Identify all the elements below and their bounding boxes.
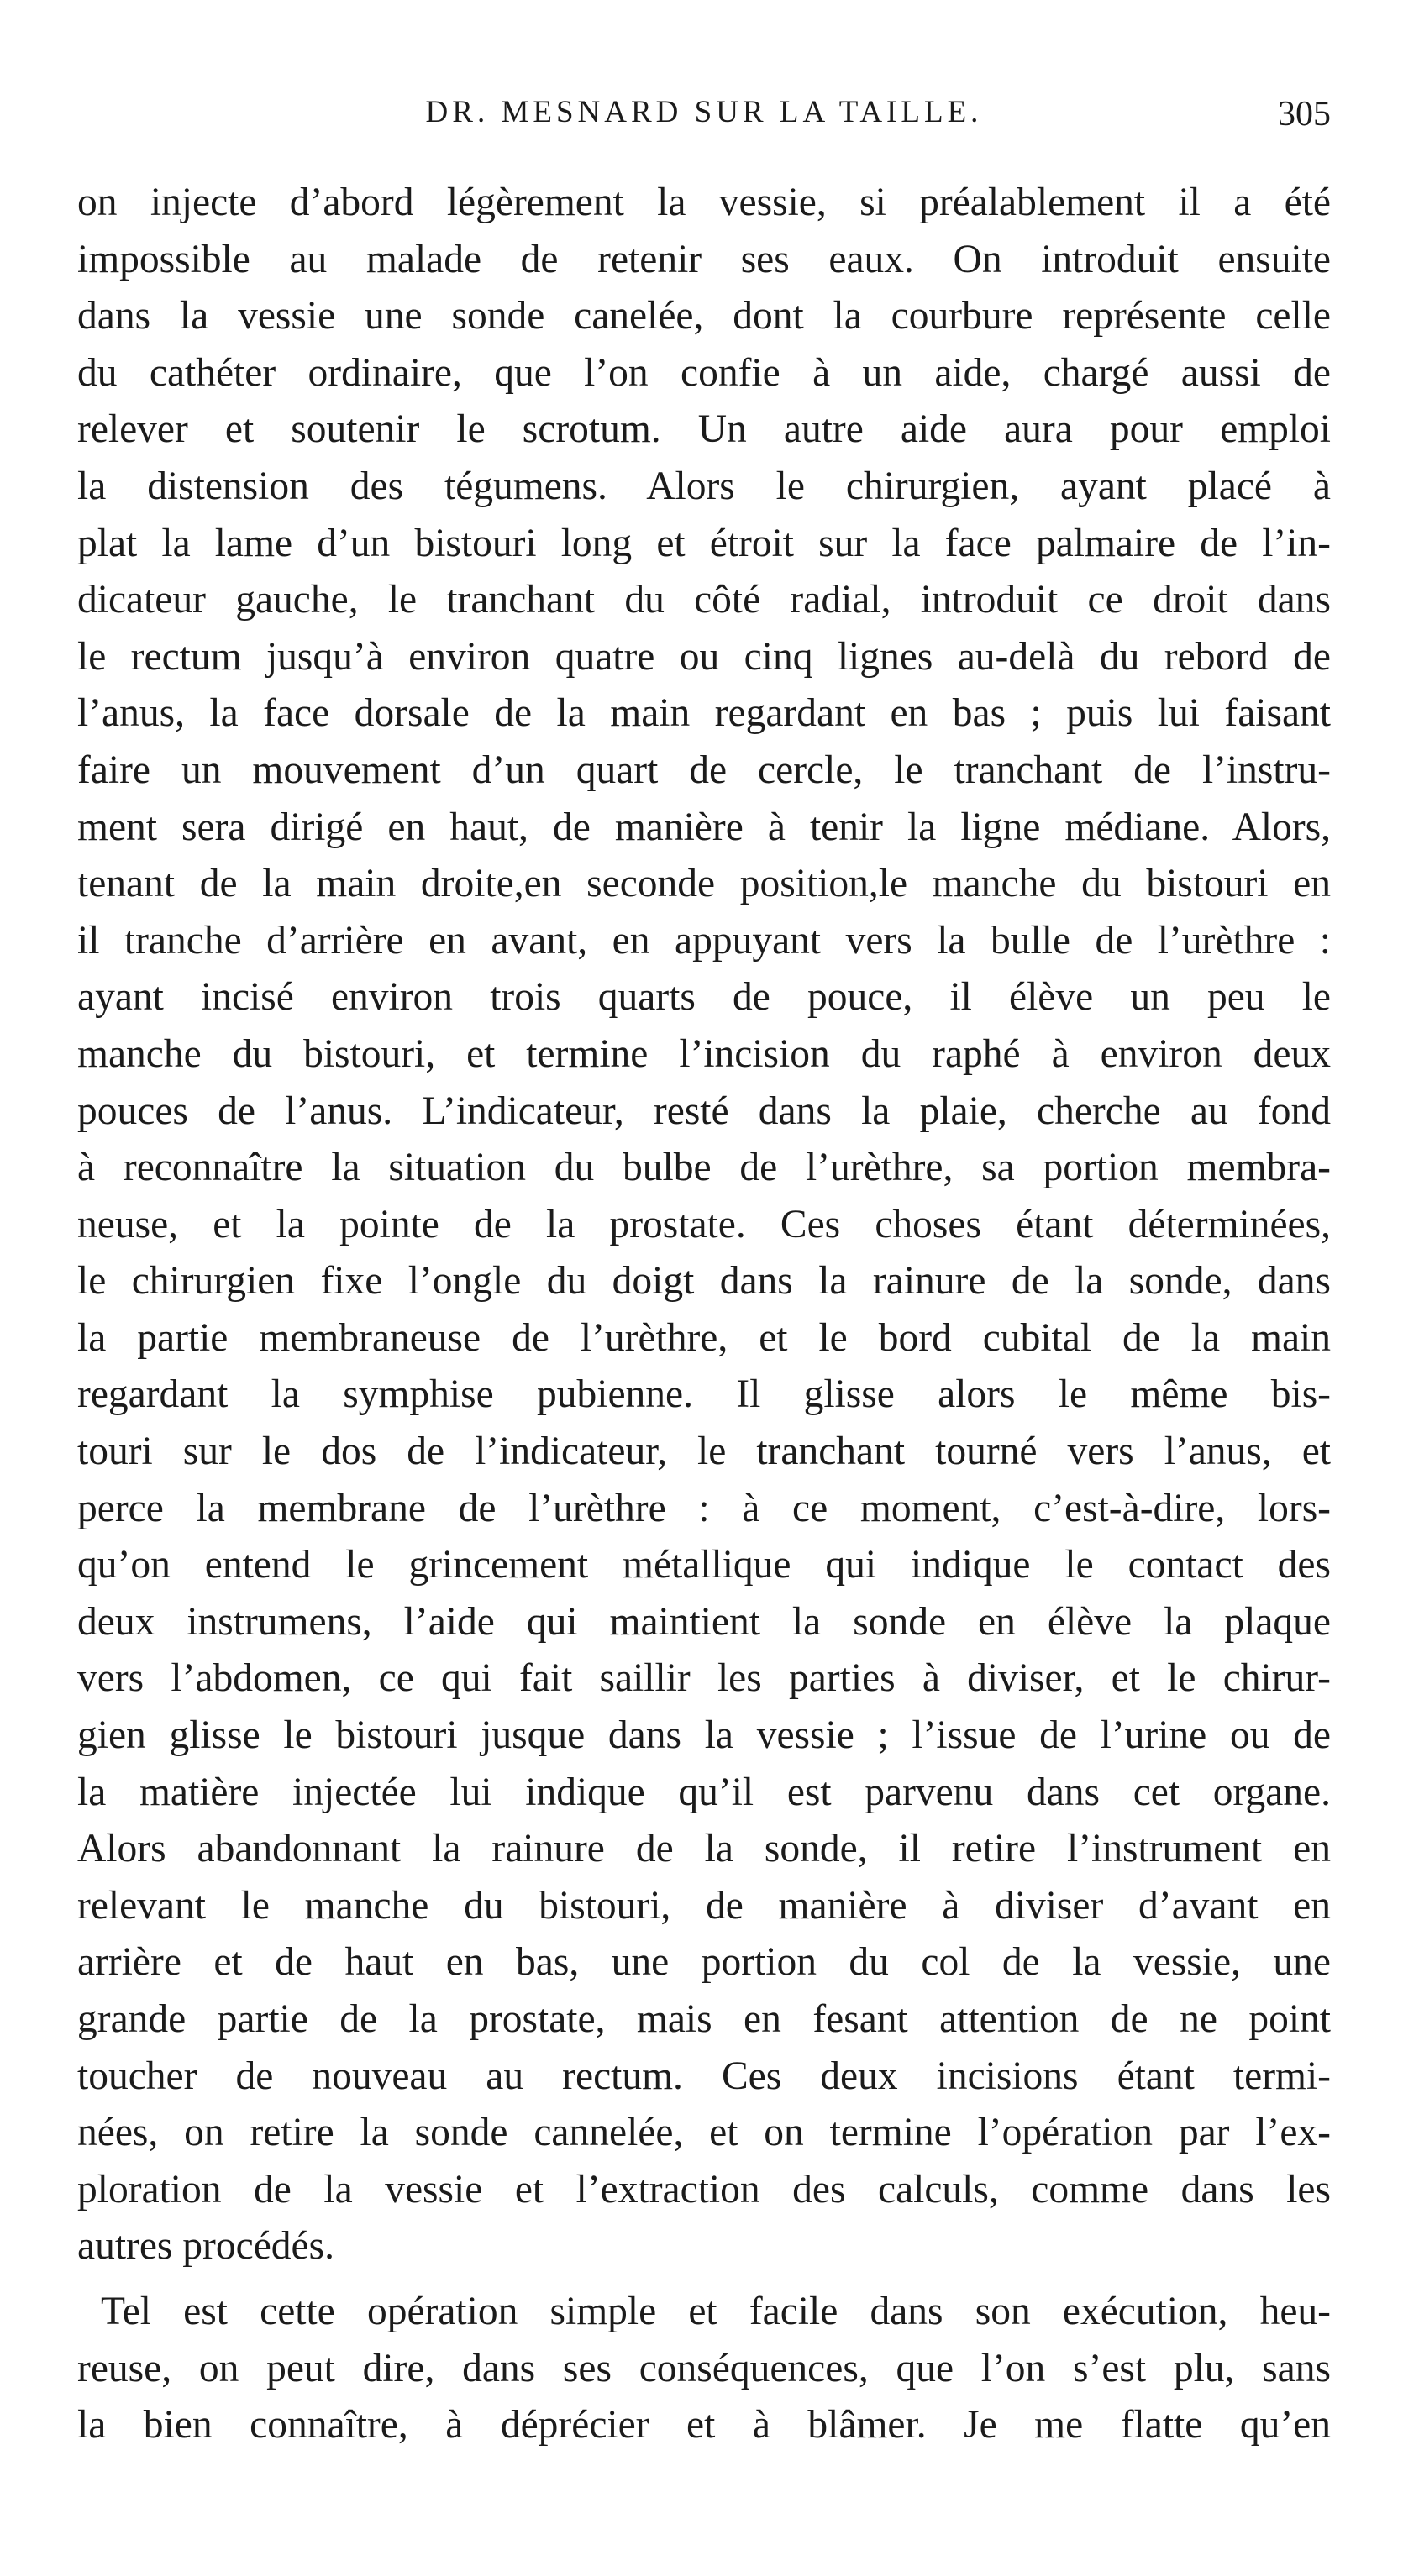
text-line: manche du bistouri, et termine l’incision du raphé à environ deux (77, 1031, 1331, 1076)
paragraph (77, 2284, 1331, 2454)
text-line: à reconnaître la situation du bulbe de l’urèthre, sa portion membra- (77, 1146, 1331, 1190)
text-line: dans la vessie une sonde canelée, dont la courbure représente celle (77, 294, 1331, 338)
text-line: neuse, et la pointe de la prostate. Ces choses étant déterminées, (77, 1202, 1331, 1246)
text-line: dicateur gauche, le tranchant du côté radial, introduit ce droit dans (77, 578, 1331, 622)
text-line: on injecte d’abord légèrement la vessie, si préalablement il a été (77, 181, 1331, 224)
page-number: 305 (1278, 95, 1331, 134)
text-line: regardant la symphise pubienne. Il glisse alors le même bis- (77, 1372, 1331, 1417)
text-line: deux instrumens, l’aide qui maintient la sonde en élève la plaque (77, 1599, 1331, 1644)
text-line: relevant le manche du bistouri, de manière à diviser d’avant en (77, 1883, 1331, 1928)
page-header (77, 94, 1331, 153)
text-line: tenant de la main droite,en seconde position,le manche du bistouri en (77, 862, 1331, 906)
text-line: Alors abandonnant la rainure de la sonde, il retire l’instrument en (77, 1827, 1331, 1871)
text-line: ment sera dirigé en haut, de manière à tenir la ligne médiane. Alors, (77, 805, 1331, 849)
text-line: arrière et de haut en bas, une portion du col de la vessie, une (77, 1940, 1331, 1985)
text-line: touri sur le dos de l’indicateur, le tranchant tourné vers l’anus, et (77, 1430, 1331, 1474)
text-line: il tranche d’arrière en avant, en appuyant vers la bulle de l’urèthre : (77, 918, 1331, 963)
text-line: gien glisse le bistouri jusque dans la vessie ; l’issue de l’urine ou de (77, 1713, 1331, 1758)
text-line: impossible au malade de retenir ses eaux. On introduit ensuite (77, 237, 1331, 281)
text-line: ayant incisé environ trois quarts de pouce, il élève un peu le (77, 975, 1331, 1020)
text-line: la matière injectée lui indique qu’il est parvenu dans cet organe. (77, 1770, 1331, 1814)
text-line: ploration de la vessie et l’extraction des calculs, comme dans les (77, 2167, 1331, 2211)
text-line: qu’on entend le grincement métallique qui indique le contact des (77, 1543, 1331, 1587)
text-line: autres procédés. (77, 2224, 334, 2269)
text-line: la partie membraneuse de l’urèthre, et le bord cubital de la main (77, 1315, 1331, 1360)
text-line: Tel est cette opération simple et facile dans son exécution, heu- (101, 2289, 1331, 2333)
text-line: du cathéter ordinaire, que l’on confie à un aide, chargé aussi de (77, 350, 1331, 395)
running-head: DR. MESNARD SUR LA TAILLE. (425, 95, 983, 129)
text-line: faire un mouvement d’un quart de cercle, le tranchant de l’instru- (77, 748, 1331, 792)
text-line: la distension des tégumens. Alors le chirurgien, ayant placé à (77, 464, 1331, 508)
text-line: plat la lame d’un bistouri long et étroit sur la face palmaire de l’in- (77, 521, 1331, 565)
paragraph (77, 175, 1331, 2275)
text-line: nées, on retire la sonde cannelée, et on termine l’opération par l’ex- (77, 2111, 1331, 2155)
text-line: reuse, on peut dire, dans ses conséquences, que l’on s’est plu, sans (77, 2346, 1331, 2390)
text-line: l’anus, la face dorsale de la main regardant en bas ; puis lui faisant (77, 691, 1331, 736)
body-text (77, 175, 1331, 2454)
text-line: perce la membrane de l’urèthre : à ce moment, c’est-à-dire, lors- (77, 1486, 1331, 1530)
text-line: le chirurgien fixe l’ongle du doigt dans la rainure de la sonde, dans (77, 1259, 1331, 1304)
text-line: toucher de nouveau au rectum. Ces deux incisions étant termi- (77, 2054, 1331, 2098)
text-line: vers l’abdomen, ce qui fait saillir les parties à diviser, et le chirur- (77, 1656, 1331, 1701)
text-line: pouces de l’anus. L’indicateur, resté dans la plaie, cherche au fond (77, 1089, 1331, 1133)
text-line: grande partie de la prostate, mais en fesant attention de ne point (77, 1997, 1331, 2041)
paragraph-gap (77, 2275, 1331, 2284)
text-line: relever et soutenir le scrotum. Un autre aide aura pour emploi (77, 407, 1331, 452)
text-line: la bien connaître, à déprécier et à blâmer. Je me flatte qu’en (77, 2403, 1331, 2447)
text-line: le rectum jusqu’à environ quatre ou cinq lignes au-delà du rebord de (77, 634, 1331, 679)
